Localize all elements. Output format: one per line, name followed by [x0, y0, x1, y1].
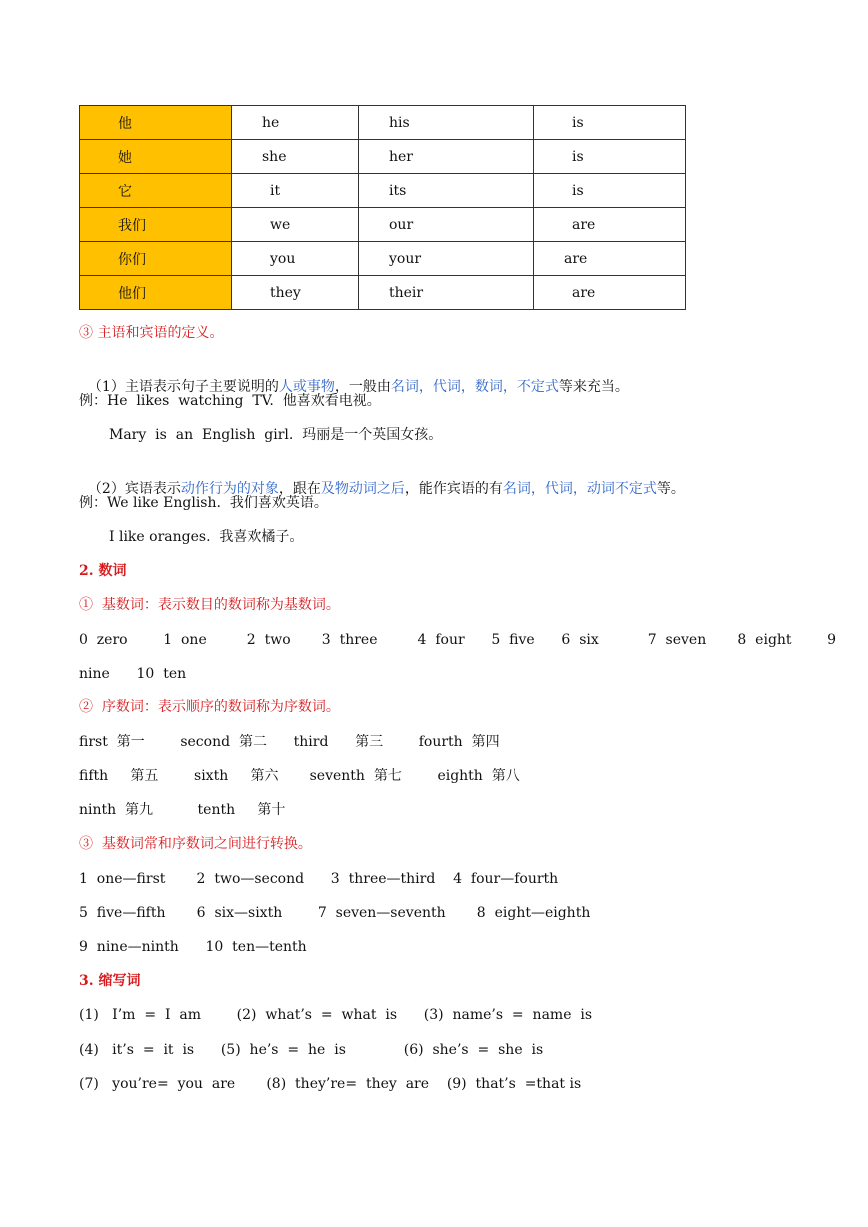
example-sentence: Mary is an English girl. 玛丽是一个英国女孩。 [109, 427, 443, 443]
pronoun-cn: 你们 [80, 242, 232, 276]
pronoun-be: is [534, 140, 686, 174]
table-row [80, 106, 686, 140]
text: 等。 [656, 481, 685, 497]
ordinal-line: first 第一 second 第二 third 第三 fourth 第四 [79, 734, 500, 750]
example-sentence: 例：He likes watching TV. 他喜欢看电视。 [79, 393, 381, 409]
pronoun-cn: 他们 [80, 276, 232, 310]
contraction-line: (7) you’re= you are (8) they’re= they are (9) that’s =that is [79, 1076, 582, 1092]
pronoun-possessive: your [359, 242, 534, 276]
pronoun-subject: he [232, 106, 359, 140]
pronoun-cn: 它 [80, 174, 232, 208]
pronoun-be: are [534, 208, 686, 242]
table-row [80, 140, 686, 174]
pronoun-cn: 她 [80, 140, 232, 174]
pronoun-subject: she [232, 140, 359, 174]
example-sentence: I like oranges. 我喜欢橘子。 [109, 529, 304, 545]
text: ，一般由 [334, 379, 391, 395]
contraction-line: (4) it’s = it is (5) he’s = he is (6) she’s = she is [79, 1042, 544, 1058]
pronoun-subject: they [232, 276, 359, 310]
section-heading-numerals: 2. 数词 [79, 563, 127, 579]
pronoun-possessive: his [359, 106, 534, 140]
pronoun-possessive: our [359, 208, 534, 242]
pronoun-be: is [534, 106, 686, 140]
pronoun-subject: you [232, 242, 359, 276]
highlight: 名词，代词，数词，不定式 [390, 379, 559, 395]
ordinal-line: fifth 第五 sixth 第六 seventh 第七 eighth 第八 [79, 768, 520, 784]
convert-line: 1 one—first 2 two—second 3 three—third 4 four—fourth [79, 871, 559, 887]
highlight: 人或事物 [278, 379, 335, 395]
highlight: 名词，代词，动词不定式 [502, 481, 657, 497]
pronoun-table [79, 105, 686, 310]
convert-line: 5 five—fifth 6 six—sixth 7 seven—seventh 8 eight—eighth [79, 905, 591, 921]
table-row [80, 276, 686, 310]
pronoun-be: are [534, 276, 686, 310]
pronoun-be: are [534, 242, 686, 276]
section-heading-contractions: 3. 缩写词 [79, 973, 141, 989]
text: ，跟在 [278, 481, 321, 497]
pronoun-subject: it [232, 174, 359, 208]
text: 等来充当。 [558, 379, 629, 395]
table-row [80, 174, 686, 208]
pronoun-possessive: her [359, 140, 534, 174]
text: ，能作宾语的有 [404, 481, 503, 497]
section-heading-subject-object: ③ 主语和宾语的定义。 [79, 325, 224, 341]
pronoun-subject: we [232, 208, 359, 242]
cardinal-heading: ① 基数词：表示数目的数词称为基数词。 [79, 597, 340, 613]
example-sentence: 例：We like English. 我们喜欢英语。 [79, 495, 328, 511]
pronoun-be: is [534, 174, 686, 208]
highlight: 及物动词之后 [320, 481, 405, 497]
cardinal-line: 0 zero 1 one 2 two 3 three 4 four 5 five 6 six 7 seven 8 eight 9 [79, 632, 837, 648]
text: （2）宾语表示 [87, 481, 181, 497]
convert-line: 9 nine—ninth 10 ten—tenth [79, 939, 307, 955]
text: （1）主语表示句子主要说明的 [87, 379, 279, 395]
table-row [80, 242, 686, 276]
cardinal-line: nine 10 ten [79, 666, 187, 682]
contraction-line: (1) I’m = I am (2) what’s = what is (3) name’s = name is [79, 1007, 593, 1023]
pronoun-cn: 他 [80, 106, 232, 140]
ordinal-heading: ② 序数词：表示顺序的数词称为序数词。 [79, 699, 340, 715]
pronoun-possessive: its [359, 174, 534, 208]
ordinal-line: ninth 第九 tenth 第十 [79, 802, 286, 818]
pronoun-possessive: their [359, 276, 534, 310]
convert-heading: ③ 基数词常和序数词之间进行转换。 [79, 836, 312, 852]
pronoun-cn: 我们 [80, 208, 232, 242]
highlight: 动作行为的对象 [180, 481, 279, 497]
table-row [80, 208, 686, 242]
